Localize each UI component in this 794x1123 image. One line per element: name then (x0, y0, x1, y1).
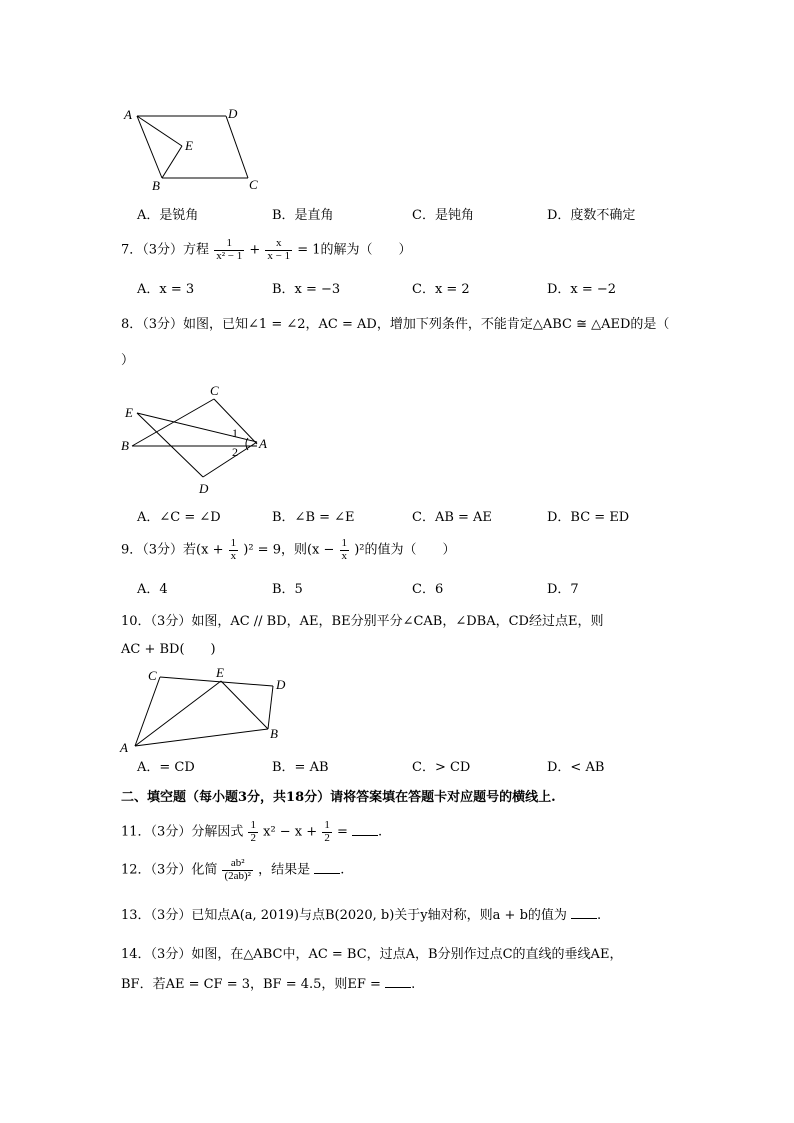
label-a: A (124, 107, 132, 122)
q6-figure (118, 100, 278, 195)
q11-fraction-2: $\frac{1}{2}$ (324, 819, 330, 844)
q10-option-a: A．= CD (137, 760, 195, 775)
q6-option-d: D．度数不确定 (547, 208, 636, 223)
label-b: B (270, 726, 278, 741)
label-a: A (259, 436, 267, 451)
angle-2: 2 (232, 445, 238, 459)
question-10-line1: 10．（3分）如图，AC // BD，AE，BE分别平分∠CAB，∠DBA，CD经过点E，则 (121, 614, 604, 629)
q9-fraction-1: $\frac{1}{x}$ (230, 537, 237, 562)
q7-option-c: C．x = 2 (412, 282, 470, 297)
label-b: B (121, 438, 129, 453)
question-14-line2: BF．若AE = CF = 3，BF = 4.5，则EF = . (121, 977, 416, 992)
label-c: C (210, 383, 219, 398)
answer-blank-12[interactable] (314, 863, 340, 874)
q10-option-d: D．< AB (547, 760, 605, 775)
question-9: 9．（3分）若(x + $\frac{1}{x}$ )² = 9，则(x − $\frac{1}{x}$ )²的值为（ ） (121, 537, 456, 562)
q7-stem-b: = 1的解为（ ） (297, 242, 412, 258)
question-10-line2: AC + BD( ) (121, 642, 216, 657)
label-c: C (249, 177, 258, 192)
question-14-line1: 14．（3分）如图，在△ABC中，AC = BC，过点A，B分别作过点C的直线的垂线AE， (121, 947, 623, 962)
q6-option-c: C．是钝角 (412, 208, 474, 223)
question-11: 11．（3分）分解因式 $\frac{1}{2}$ x² − x + $\frac{1}{2}$ = . (121, 819, 383, 844)
q10-figure (115, 664, 300, 756)
q7-option-b: B．x = −3 (272, 282, 341, 297)
q8-option-d: D．BC = ED (547, 510, 630, 525)
label-e: E (125, 405, 133, 420)
q7-stem-a: 7．（3分）方程 (121, 242, 210, 258)
answer-blank-14[interactable] (385, 977, 411, 988)
q8-option-a: A．∠C = ∠D (137, 510, 221, 525)
question-13: 13．（3分）已知点A(a, 2019)与点B(2020, b)关于y轴对称，则a + b的值为 . (121, 908, 602, 923)
label-a: A (120, 740, 128, 755)
question-12: 12．（3分）化简 $\frac{\text{ab²}}{\text{(2ab)²}}$ ，结果是 . (121, 857, 345, 882)
label-d: D (199, 481, 209, 496)
label-d: D (276, 677, 286, 692)
q9-option-d: D．7 (547, 582, 579, 597)
label-b: B (152, 178, 160, 193)
q10-option-c: C．> CD (412, 760, 471, 775)
q7-option-a: A．x = 3 (137, 282, 195, 297)
q8-option-b: B．∠B = ∠E (272, 510, 355, 525)
q9-option-c: C．6 (412, 582, 444, 597)
answer-blank-13[interactable] (571, 908, 597, 919)
q12-fraction: $\frac{\text{ab²}}{\text{(2ab)²}}$ (224, 857, 251, 882)
q11-fraction-1: $\frac{1}{2}$ (250, 819, 256, 844)
q7-fraction-1: $\frac{1}{\text{x² − 1}}$ (216, 237, 243, 262)
angle-1: 1 (232, 426, 238, 440)
label-e: E (185, 138, 193, 153)
q7-fraction-2: $\frac{x}{x - 1}$ (267, 237, 291, 262)
answer-blank-11[interactable] (352, 825, 378, 836)
q10-option-b: B．= AB (272, 760, 329, 775)
label-e: E (216, 665, 224, 680)
q6-option-a: A．是锐角 (137, 208, 199, 223)
q6-option-b: B．是直角 (272, 208, 334, 223)
question-7: 7．（3分）方程 $\frac{1}{\text{x² − 1}}$ + $\frac{x}{x - 1}$ = 1的解为（ ） (121, 237, 412, 262)
question-8-line1: 8．（3分）如图，已知∠1 = ∠2，AC = AD，增加下列条件，不能肯定△ABC ≅ △AED的是（ (121, 317, 670, 332)
label-d: D (228, 106, 238, 121)
label-c: C (148, 668, 157, 683)
q7-option-d: D．x = −2 (547, 282, 617, 297)
question-8-line2: ） (121, 353, 135, 368)
section-2-title: 二、填空题（每小题3分，共18分）请将答案填在答题卡对应题号的横线上. (121, 790, 556, 805)
q8-option-c: C．AB = AE (412, 510, 492, 525)
q8-figure (115, 380, 280, 498)
q9-option-b: B．5 (272, 582, 303, 597)
q9-fraction-2: $\frac{1}{x}$ (341, 537, 348, 562)
q9-option-a: A．4 (137, 582, 168, 597)
